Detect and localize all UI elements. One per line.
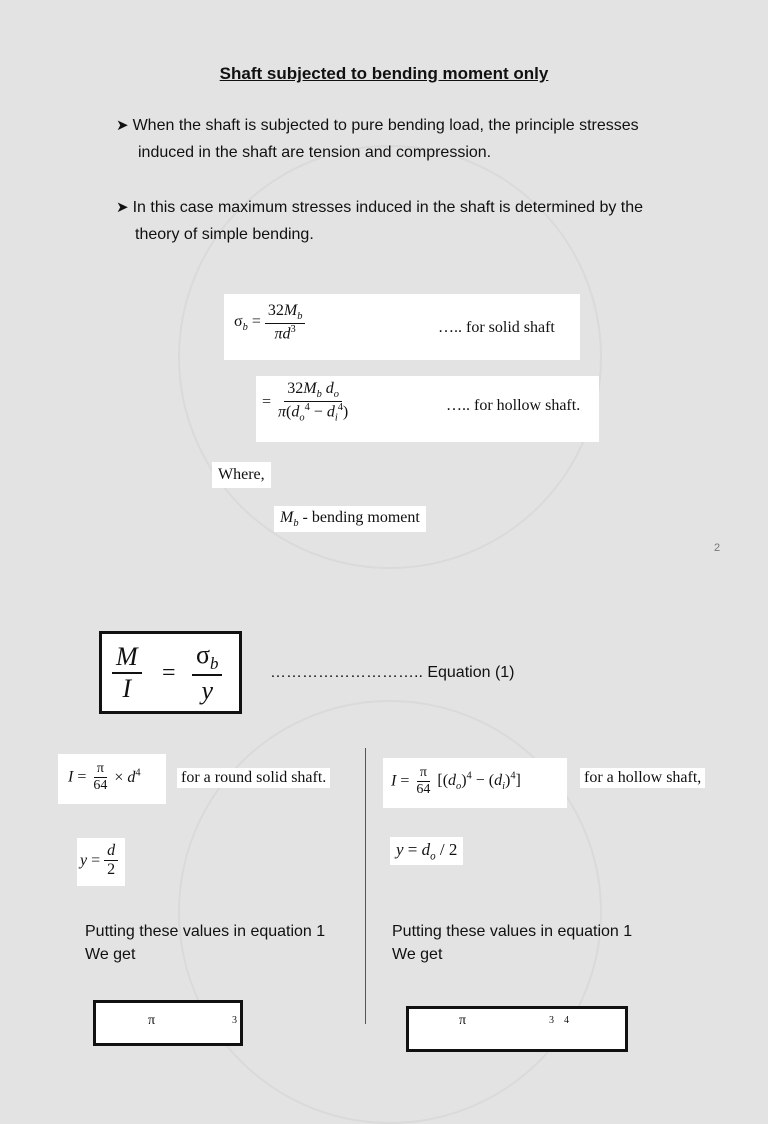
sigma-over-y: $\sigma_b$ y — [192, 640, 222, 706]
arrow-bullet-icon: ➤ — [116, 117, 129, 134]
formula-solid-shaft — [224, 294, 580, 360]
equation-1-label: ……………………….. Equation (1) — [270, 664, 515, 681]
formula-i-hollow-equation: I = $\frac{\pi}{64}$ $[(d_o)^4 - (d_i)^4]$ — [391, 765, 521, 798]
bullet-item-2 — [116, 194, 716, 248]
left-putting-text — [85, 920, 325, 966]
page-title: Shaft subjected to bending moment only — [219, 64, 549, 83]
mb-definition-text: - bending moment — [302, 509, 420, 526]
bullet-2-line-2: theory of simple bending. — [135, 226, 314, 243]
result-hollow-pi: π — [459, 1013, 467, 1028]
where-label: Where, — [212, 462, 271, 488]
result-box-hollow — [406, 1006, 628, 1052]
bullet-2-line-1: In this case maximum stresses induced in the shaft is determined by the — [132, 199, 644, 216]
result-solid-exponent: 3 — [232, 1015, 237, 1026]
result-box-solid — [93, 1000, 243, 1046]
right-weget-line: We get — [392, 946, 443, 963]
formula-i-solid — [58, 754, 166, 804]
formula-y-solid — [77, 838, 125, 886]
formula-y-hollow: $y = d_o / 2$ — [390, 837, 463, 865]
bending-equation-box — [99, 631, 242, 714]
arrow-bullet-icon: ➤ — [116, 199, 129, 216]
formula-hollow-equation: = $\frac{32M_b d_o}{\pi(d_o^4 - d_i^4)}$ — [262, 380, 349, 424]
m-over-i: M I — [112, 642, 142, 704]
page-number: 2 — [714, 542, 721, 554]
formula-hollow-shaft — [256, 376, 599, 442]
result-hollow-exponents: 3 4 — [549, 1015, 569, 1026]
result-solid-pi: π — [148, 1013, 156, 1028]
hollow-shaft-label: for a hollow shaft, — [580, 768, 705, 788]
formula-solid-label: ….. for solid shaft — [438, 319, 555, 336]
left-weget-line: We get — [85, 946, 136, 963]
right-putting-line: Putting these values in equation 1 — [392, 923, 633, 940]
formula-hollow-label: ….. for hollow shaft. — [446, 397, 581, 414]
mb-definition: $M_b$ - bending moment — [274, 506, 426, 532]
formula-y-solid-equation: y = $\frac{d}{2}$ — [80, 842, 118, 880]
left-putting-line: Putting these values in equation 1 — [85, 923, 326, 940]
equals-sign: = — [162, 660, 176, 686]
formula-i-solid-equation: I = $\frac{\pi}{64}$ × $d^4$ — [68, 761, 141, 794]
bullet-item-1 — [116, 112, 716, 166]
formula-solid-equation: $\sigma_b$ = $\frac{32M_b}{\pi d^3}$ — [234, 302, 305, 344]
column-divider — [365, 748, 366, 1024]
formula-i-hollow — [383, 758, 567, 808]
solid-shaft-label: for a round solid shaft. — [177, 768, 330, 788]
bullet-1-line-2: induced in the shaft are tension and compression. — [138, 144, 492, 161]
right-putting-text — [392, 920, 632, 966]
bullet-1-line-1: When the shaft is subjected to pure bending load, the principle stresses — [132, 117, 639, 134]
